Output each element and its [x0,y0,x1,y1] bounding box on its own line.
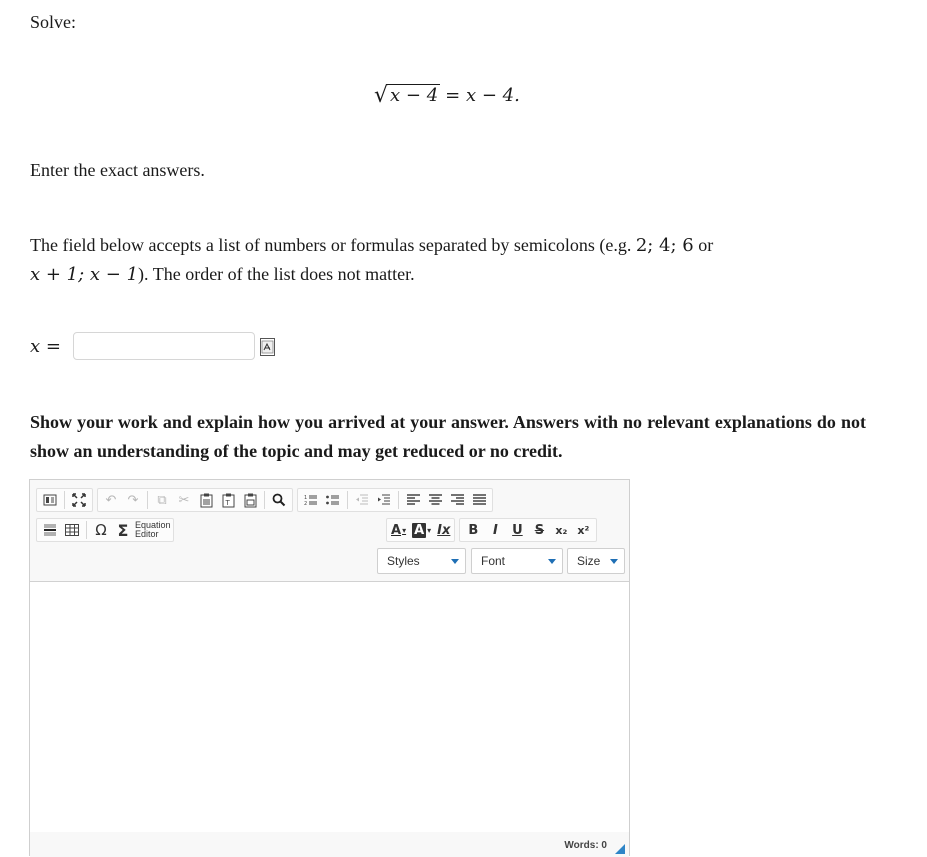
editor-status-bar [30,832,629,857]
toolbar-group-colors [386,518,455,542]
font-dropdown[interactable] [471,548,563,574]
solve-label: Solve: [30,12,77,32]
strike-button[interactable]: S [534,522,545,538]
show-work-instructions: Show your work and explain how you arrived at your answer. Answers with no relevant explanations do not show an understanding of the topic and may get reduced or no credit. [30,412,866,461]
rich-text-editor [29,479,630,856]
bold-button[interactable]: B [468,522,479,538]
equation-editor-button[interactable] [135,521,171,539]
toolbar-row-2 [36,518,174,542]
chevron-down-icon: ▾ [427,525,432,535]
bg-color-icon: A [414,522,425,538]
svg-text:1: 1 [304,495,308,501]
paste-word-icon[interactable] [241,491,259,509]
svg-text:2: 2 [304,501,308,506]
toolbar-group-clipboard [97,488,293,512]
bulleted-list-icon[interactable] [324,491,342,509]
redo-icon[interactable]: ↷ [127,492,139,508]
toolbar-row-1 [36,488,493,512]
svg-text:T: T [225,498,230,507]
answer-input[interactable] [73,332,255,360]
toolbar-format-groups [386,518,597,542]
equation-editor-label-1: Equation [135,520,171,530]
subscript-button[interactable]: x₂ [555,523,568,537]
align-right-icon[interactable] [448,491,466,509]
word-count: Words: 0 [564,840,607,851]
toolbar-group-insert [36,518,174,542]
clear-format-button[interactable]: Ix [437,522,451,538]
formula-preview-icon[interactable] [260,338,275,356]
chevron-down-icon [548,559,556,564]
undo-icon[interactable]: ↶ [105,492,117,508]
enter-exact-label: Enter the exact answers. [30,160,205,180]
size-dropdown[interactable] [567,548,625,574]
italic-button[interactable]: I [492,522,498,538]
instructions-part1: The field below accepts a list of numbers or formulas separated by semicolons (e.g. [30,235,636,255]
sqrt-symbol: √ [374,83,389,108]
indent-icon[interactable] [375,491,393,509]
chevron-down-icon [610,559,618,564]
toolbar-separator [347,491,348,509]
toolbar-group-paragraph [297,488,493,512]
align-left-icon[interactable] [404,491,422,509]
toolbar-group-basicstyles [459,518,597,542]
styles-dropdown-label: Styles [387,554,420,568]
text-color-button[interactable] [391,521,406,539]
equation [374,84,520,107]
maximize-icon[interactable] [70,491,88,509]
font-dropdown-label: Font [481,554,506,568]
justify-icon[interactable] [470,491,488,509]
toolbar-separator [64,491,65,509]
numbered-list-icon[interactable] [302,491,320,509]
toolbar-separator [398,491,399,509]
align-center-icon[interactable] [426,491,444,509]
special-char-icon[interactable]: Ω [95,521,107,539]
editor-content-area[interactable] [30,582,629,833]
equation-rhs: = x − 4. [445,85,520,106]
instructions-or: or [693,235,714,255]
text-color-icon: A [391,522,402,538]
toolbar-separator [147,491,148,509]
size-dropdown-label: Size [577,554,601,568]
find-icon[interactable] [270,491,288,509]
sigma-icon[interactable]: Σ [117,520,129,540]
answer-label: x = [30,336,61,357]
horizontal-line-icon[interactable] [41,521,59,539]
toolbar-separator [264,491,265,509]
paste-icon[interactable] [197,491,215,509]
bg-color-button[interactable] [412,521,431,539]
source-icon[interactable] [41,491,59,509]
instructions-example-formulas: x + 1; x − 1 [30,264,139,285]
outdent-icon[interactable] [353,491,371,509]
toolbar-separator [86,521,87,539]
toolbar-group-document [36,488,93,512]
instructions-example-numbers: 2; 4; 6 [635,235,694,256]
chevron-down-icon [451,559,459,564]
equation-editor-label-2: Editor [135,529,159,539]
superscript-button[interactable]: x² [577,523,590,537]
resize-grip-icon[interactable] [615,844,625,854]
chevron-down-icon: ▾ [402,525,407,535]
underline-button[interactable]: U [512,522,523,538]
editor-toolbar [30,480,629,582]
styles-dropdown[interactable] [377,548,466,574]
paste-text-icon[interactable] [219,491,237,509]
instructions-part2: ). The order of the list does not matter. [138,264,415,284]
instructions-text [30,231,866,289]
equation-radicand: x − 4 [390,85,439,106]
copy-icon[interactable]: ⧉ [157,492,167,508]
table-icon[interactable] [63,521,81,539]
cut-icon[interactable]: ✂ [178,492,190,508]
